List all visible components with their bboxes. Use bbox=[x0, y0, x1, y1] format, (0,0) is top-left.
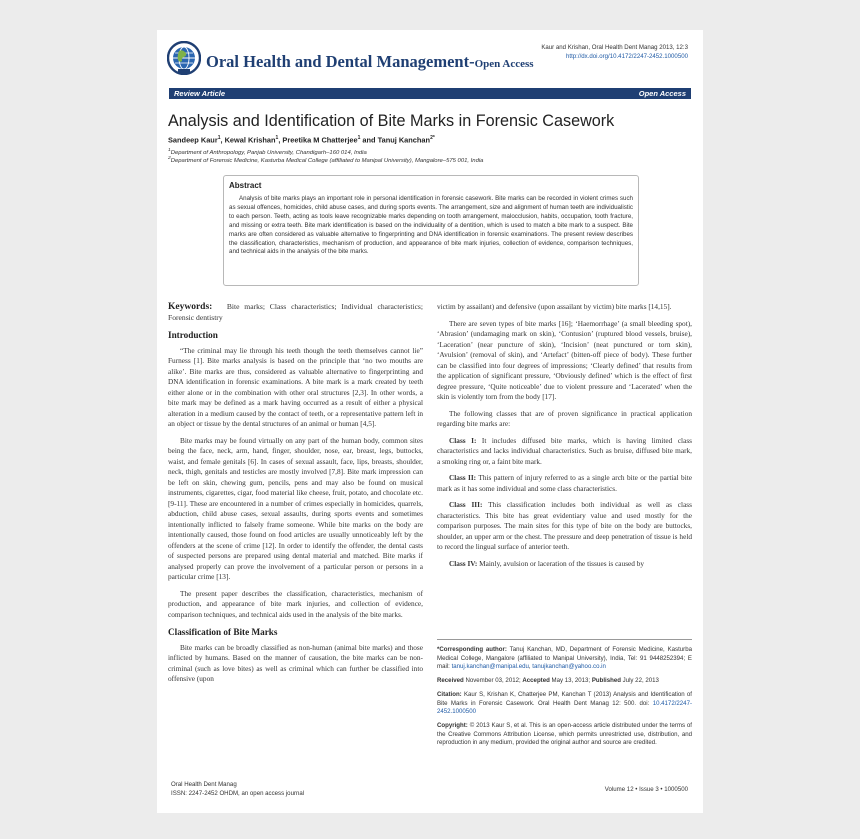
author-name: Sandeep Kaur bbox=[168, 135, 218, 145]
intro-paragraph-3: The present paper describes the classification, characteristics, mechanism of production, and appearance of bite mark injuries, and collection of evidence, comparison techniques, and technical aids used in the analysis of the bite marks. bbox=[168, 588, 423, 619]
dates-line: Received November 03, 2012; Accepted May 13, 2013; Published July 22, 2013 bbox=[437, 677, 659, 685]
author-affiliation-marker: 1 bbox=[217, 135, 221, 141]
abstract-box bbox=[223, 175, 639, 286]
class-2-paragraph: Class II: This pattern of injury referred to as a single arch bite or the partial bite mark as it has some individual and some class characteristics. bbox=[437, 473, 692, 493]
classification-paragraph: Bite marks can be broadly classified as non-human (animal bite marks) and those inflicted by humans. Based on the manner of causation, the bite marks can be non-criminal (such as love bites) as well as criminal which can further be classified into offensive (upon bbox=[168, 642, 423, 683]
footnote-block bbox=[437, 646, 692, 748]
right-paragraph-0: victim by assailant) and defensive (upon assailant by victim) bite marks [14,15]. bbox=[437, 302, 672, 311]
footer-journal-abbrev: Oral Health Dent Manag bbox=[171, 781, 237, 788]
page-footer-left bbox=[171, 780, 304, 798]
intro-paragraph-1: “The criminal may lie through his teeth though the teeth themselves cannot lie” Furness [1]. Bite marks analysis is based on the principle that ‘no two mouths are alike’. Bite marks are thus, considered as valuable alternative to fingerprinting and DNA identification in forensic examinations. A bite mark is a mark created by teeth either alone or in the combination with other oral structures [2,3]. In other words, a bite mark may be defined as a mark having occurred as a result of either a physical alteration in a medium caused by the contact of teeth, or a representative pattern left in an object or tissue by the dental structures of an animal or human [4,5]. bbox=[168, 345, 423, 428]
footer-issn: ISSN: 2247-2452 OHDM, an open access journal bbox=[171, 790, 305, 797]
email-link-1[interactable]: tanuj.kanchan@manipal.edu bbox=[451, 663, 529, 671]
article-page bbox=[157, 30, 703, 813]
intro-paragraph-2: Bite marks may be found virtually on any part of the human body, common sites being the face, neck, arm, hand, finger, shoulder, nose, ear, breast, legs, buttocks, waist, and female genitals [6]. In cases of sexual assault, face, lips, breasts, shoulder, neck, thigh, genitals and testicles are mostly involved [7,8]. Bite mark impression can be left on skin, chewing gum, pencils, pens and may also be found on musical instruments, cigarettes, cigar, food material like cheese, fruit, potato, and chocolate etc. [9-11]. These are encountered in a number of crimes especially in homicides, quarrels, abduction, child abuse cases, sexual assaults, during sports events and sometimes intentionally inflicted to falsely frame someone. While bite marks on the body are intentionally caused, those found on food articles are usually unnoticeably left by the offenders at the scene of crime [12]. In order to identify the offender, the dental casts of suspected persons are prepared using dental material and matched. Bite marks if analysed properly can prove the involvement of a particular person or persons in a particular crime [13]. bbox=[168, 435, 423, 581]
keywords: Keywords: Bite marks; Class characteristics; Individual characteristics; Forensic dentistry bbox=[168, 302, 423, 322]
author-affiliation-marker: 1 bbox=[275, 135, 279, 141]
right-column bbox=[437, 302, 692, 569]
class-1-paragraph: Class I: It includes diffused bite marks, which is having limited class characteristics and lacks individual characteristics. Such as bruise, diffused bite mark, a smoking ring or, a faint bite mark. bbox=[437, 435, 693, 466]
abstract-heading: Abstract bbox=[229, 181, 262, 190]
doi-link[interactable]: http://dx.doi.org/10.4172/2247-2452.1000500 bbox=[566, 53, 688, 60]
bite-types-paragraph: There are seven types of bite marks [16]; ‘Haemorrhage’ (a small bleeding spot), ‘Abrasion’ (undamaging mark on skin), ‘Contusion’ (ruptured blood vessels, bruise), ‘Laceration’ (near puncture of skin), ‘Incision’ (neat punctured or torn skin), ‘Avulsion’ (removal of skin), and ‘Artefact’ (bitten-off piece of body). These further can be classified into four degrees of impressions; ‘Clearly defined’ that results from the application of significant pressure, ‘Obviously defined’ which is the effect of first degree pressure, ‘Quite noticeable’ due to violent pressure and ‘Lacerated’ when the skin is violently torn from the body [17]. bbox=[437, 318, 692, 401]
author-name: Tanuj Kanchan bbox=[377, 135, 431, 145]
class-4-paragraph: Class IV: Mainly, avulsion or laceration of the tissues is caused by bbox=[449, 558, 645, 568]
author-list: Sandeep Kaur$^1$, Kewal Krishan$^1$, Preetika M Chatterjee$^1$ and Tanuj Kanchan$^{2*}$ bbox=[168, 135, 435, 145]
citation-note: Citation: Kaur S, Krishan K, Chatterjee PM, Kanchan T (2013) Analysis and Identification of Bite Marks in Forensic Casework. Oral Health Dent Manag 12: 500. doi: 10.4172/2247-2452.1000500 bbox=[437, 690, 692, 716]
classes-intro-paragraph: The following classes that are of proven significance in practical application regarding bite marks are: bbox=[437, 408, 692, 428]
footer-volume: Volume 12 • Issue 3 • 1000500 bbox=[604, 786, 688, 793]
journal-name: Oral Health and Dental Management-Open Access bbox=[206, 52, 534, 71]
open-access-label: Open Access bbox=[638, 89, 686, 98]
citation-doi-link[interactable]: 10.4172/2247-2452.1000500 bbox=[437, 699, 692, 716]
affiliation-1: $^1$Department of Anthropology, Panjab University, Chandigarh–160 014, India bbox=[168, 148, 367, 156]
footnote-divider bbox=[437, 639, 692, 640]
author-name: Preetika M Chatterjee bbox=[282, 135, 358, 145]
article-title: Analysis and Identification of Bite Marks in Forensic Casework bbox=[168, 112, 615, 130]
journal-logo-globe-icon bbox=[167, 41, 201, 75]
citation-header bbox=[541, 43, 688, 61]
affiliation-2: $^2$Department of Forensic Medicine, Kasturba Medical College (affiliated to Manipal University), Mangalore–575 001, India bbox=[168, 156, 484, 164]
class-3-paragraph: Class III: This classification includes both individual as well as class characteristics. This bite has great evidentiary value and used mostly for the comparison purposes. The main sites for this type of bite on the body are buttocks, shoulder, an upper arm or the chest. The pressure and deep penetration of tissue is held to record the lingual surface of anterior teeth. bbox=[437, 500, 692, 551]
citation-line: Kaur and Krishan, Oral Health Dent Manag 2013, 12:3 bbox=[541, 44, 688, 51]
review-article-label: Review Article bbox=[174, 89, 225, 98]
abstract-text: Analysis of bite marks plays an important role in personal identification in forensic casework. Bite marks can be recorded in violent crimes such as sexual offences, homicides, child abuse cases, and during sports events. The arrangement, size and alignment of human teeth are individualistic to each person. Teeth, acting as tools leave recognizable marks depending on tooth arrangement, malocclusion, habits, occupation, tooth fracture, and missing or extra teeth. Bite mark identification is based on the individuality of a dentition, which is used to match a bite mark to a suspect. Bite marks are often considered as valuable alternative to fingerprinting and DNA identification in forensic examinations. The present review describes the classification, characteristics, mechanism of production, and appearance of bite mark injuries, collection of evidence, comparison techniques, and technical aids in the analysis of the bite marks. bbox=[229, 195, 633, 256]
copyright-note: Copyright: © 2013 Kaur S, et al. This is an open-access article distributed under the terms of the Creative Commons Attribution License, which permits unrestricted use, distribution, and reproduction in any medium, provided the original author and source are credited. bbox=[437, 721, 692, 747]
introduction-heading: Introduction bbox=[168, 330, 218, 340]
email-link-2[interactable]: tanujkanchan@yahoo.co.in bbox=[532, 663, 606, 671]
left-column bbox=[168, 302, 423, 685]
author-affiliation-marker: 1 bbox=[357, 135, 361, 141]
article-type-banner bbox=[169, 88, 691, 99]
author-name: Kewal Krishan bbox=[224, 135, 276, 145]
corresponding-author: *Corresponding author: Tanuj Kanchan, MD, Department of Forensic Medicine, Kasturba Medical College, Mangalore (affiliated to Manipal University), India, Tel: 91 9448252394; E mail: tanuj.kanchan@manipal.edu, tanujkanchan@yahoo.co.in bbox=[437, 646, 692, 671]
author-affiliation-marker: 2* bbox=[430, 135, 435, 141]
classification-heading: Classification of Bite Marks bbox=[168, 627, 278, 637]
